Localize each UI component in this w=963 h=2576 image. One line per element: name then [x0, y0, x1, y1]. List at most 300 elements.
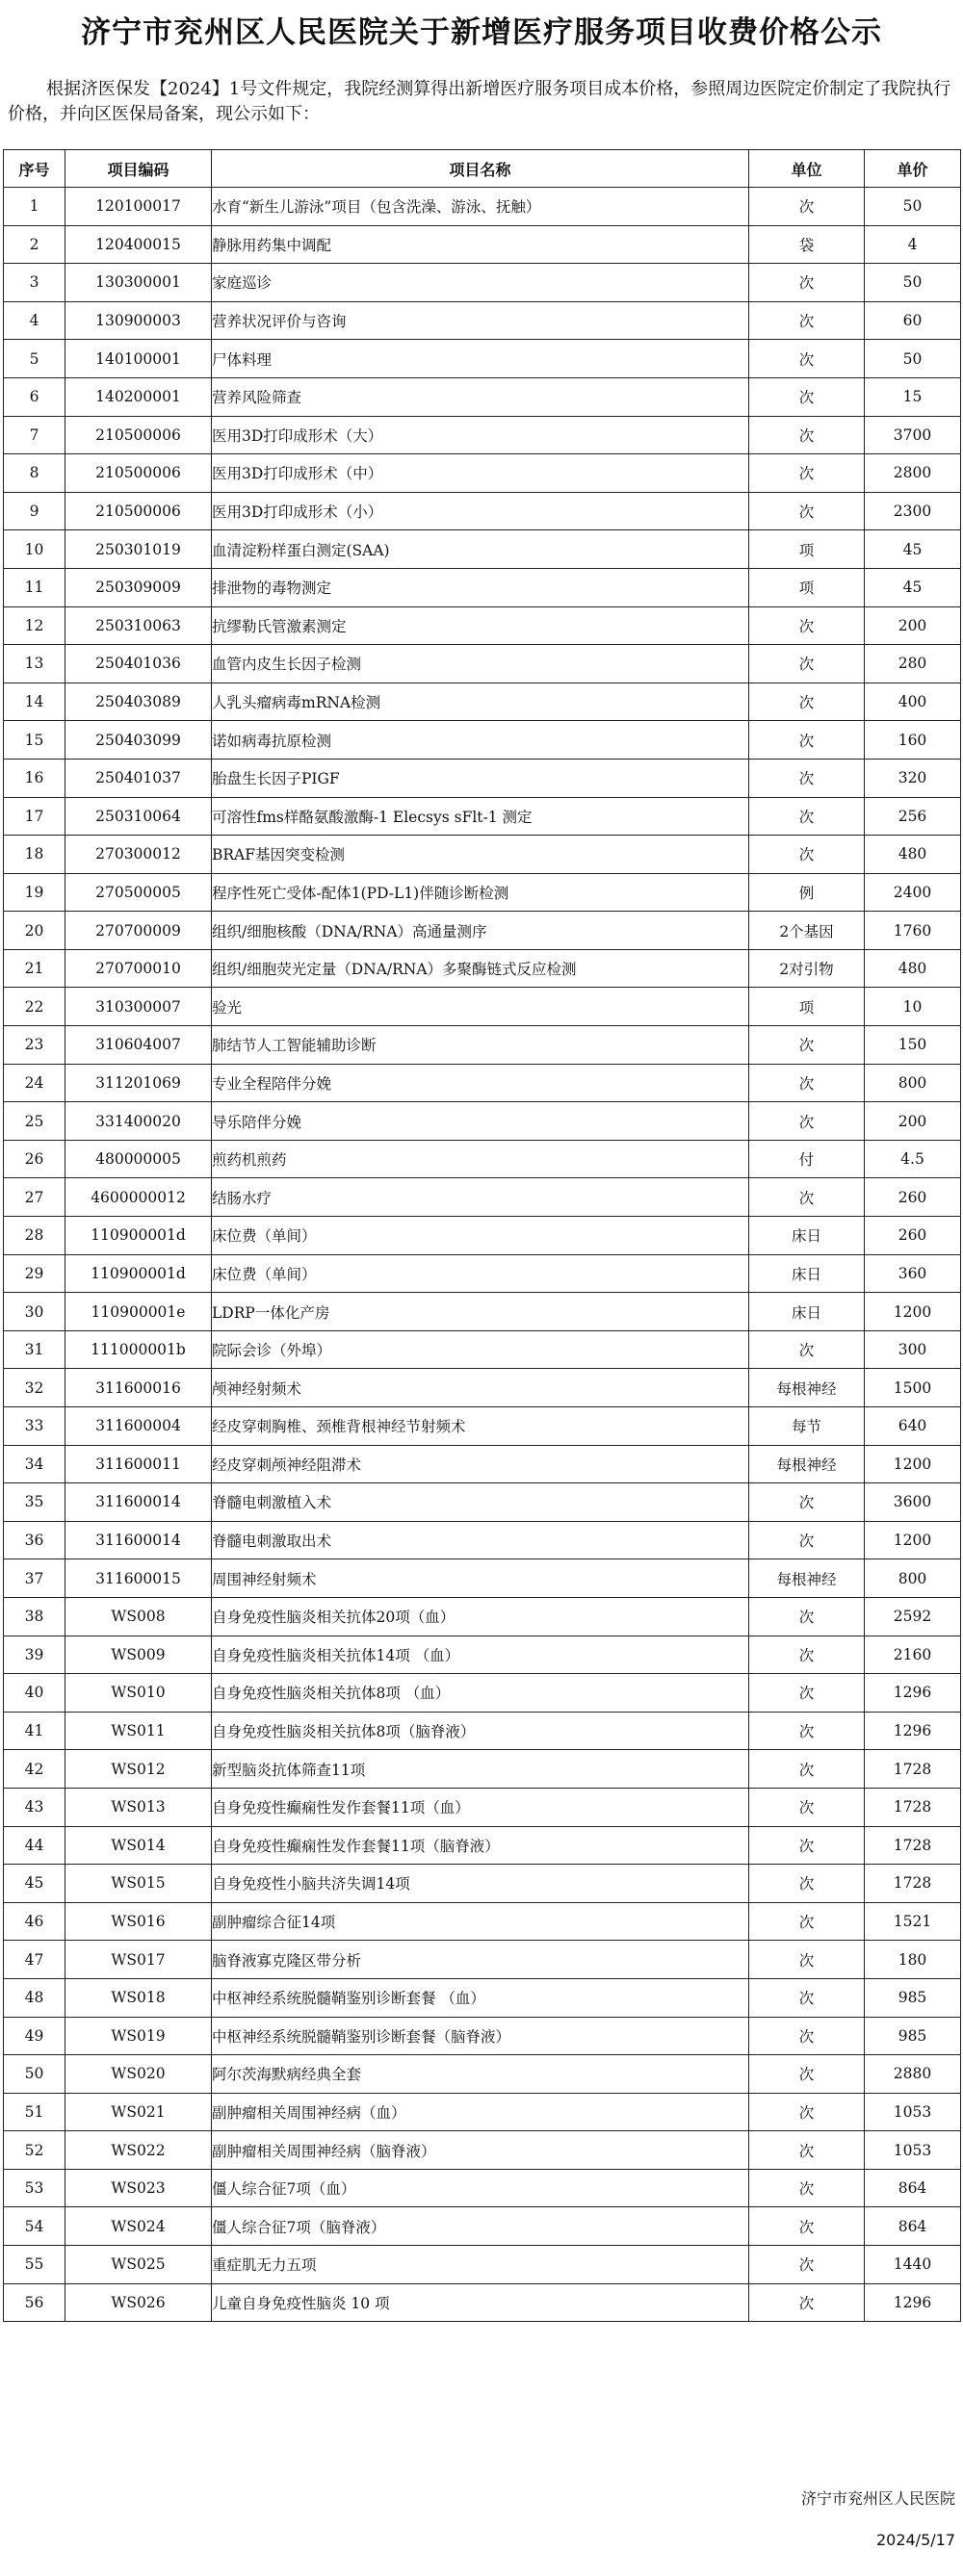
cell-code: 120100017: [65, 188, 212, 226]
cell-index: 22: [4, 988, 65, 1026]
cell-index: 46: [4, 1902, 65, 1941]
table-row: [4, 1788, 961, 1826]
cell-code: WS008: [65, 1597, 212, 1636]
cell-unit: 次: [749, 1636, 865, 1674]
cell-name: 中枢神经系统脱髓鞘鉴别诊断套餐 （血）: [212, 1978, 749, 2017]
table-row: [4, 416, 961, 454]
cell-unit: 次: [749, 377, 865, 416]
cell-price: 985: [865, 1978, 961, 2017]
cell-unit: 例: [749, 873, 865, 912]
cell-unit: 次: [749, 1941, 865, 1979]
cell-index: 34: [4, 1445, 65, 1483]
cell-unit: 每根神经: [749, 1559, 865, 1598]
cell-price: 1760: [865, 912, 961, 950]
cell-price: 1440: [865, 2246, 961, 2284]
cell-code: WS009: [65, 1636, 212, 1674]
cell-price: 3700: [865, 416, 961, 454]
cell-code: 250310063: [65, 606, 212, 645]
cell-index: 30: [4, 1293, 65, 1331]
cell-price: 180: [865, 1941, 961, 1979]
cell-code: WS023: [65, 2169, 212, 2207]
cell-unit: 次: [749, 1330, 865, 1369]
cell-index: 20: [4, 912, 65, 950]
cell-price: 320: [865, 759, 961, 797]
cell-price: 50: [865, 340, 961, 378]
cell-price: 256: [865, 797, 961, 836]
cell-code: 311201069: [65, 1064, 212, 1102]
cell-index: 23: [4, 1026, 65, 1065]
table-row: [4, 912, 961, 950]
cell-code: 311600004: [65, 1407, 212, 1446]
table-row: [4, 1217, 961, 1255]
table-row: [4, 949, 961, 988]
cell-unit: 次: [749, 416, 865, 454]
cell-name: 僵人综合征7项（血）: [212, 2169, 749, 2207]
cell-index: 1: [4, 188, 65, 226]
table-row: [4, 836, 961, 874]
table-row: [4, 2055, 961, 2094]
cell-code: 4600000012: [65, 1178, 212, 1217]
cell-unit: 2个基因: [749, 912, 865, 950]
cell-price: 300: [865, 1330, 961, 1369]
table-row: [4, 1902, 961, 1941]
cell-index: 11: [4, 568, 65, 606]
cell-name: BRAF基因突变检测: [212, 836, 749, 874]
cell-name: 煎药机煎药: [212, 1140, 749, 1178]
cell-unit: 次: [749, 454, 865, 493]
cell-unit: 每根神经: [749, 1369, 865, 1407]
table-row: [4, 454, 961, 493]
cell-index: 9: [4, 492, 65, 530]
cell-index: 7: [4, 416, 65, 454]
cell-code: WS010: [65, 1674, 212, 1713]
table-row: [4, 606, 961, 645]
cell-price: 260: [865, 1217, 961, 1255]
cell-index: 53: [4, 2169, 65, 2207]
cell-index: 45: [4, 1865, 65, 1903]
table-row: [4, 2093, 961, 2131]
table-row: [4, 645, 961, 683]
cell-code: 210500006: [65, 492, 212, 530]
cell-price: 1728: [865, 1788, 961, 1826]
cell-name: 副肿瘤相关周围神经病（血）: [212, 2093, 749, 2131]
cell-code: 311600016: [65, 1369, 212, 1407]
cell-unit: 次: [749, 2093, 865, 2131]
cell-code: 130300001: [65, 264, 212, 302]
table-row: [4, 377, 961, 416]
header-price: 单价: [865, 150, 961, 188]
cell-unit: 次: [749, 2017, 865, 2055]
cell-price: 480: [865, 836, 961, 874]
cell-index: 55: [4, 2246, 65, 2284]
table-row: [4, 340, 961, 378]
cell-price: 864: [865, 2207, 961, 2246]
cell-name: 组织/细胞核酸（DNA/RNA）高通量测序: [212, 912, 749, 950]
cell-unit: 次: [749, 1102, 865, 1141]
cell-unit: 次: [749, 1064, 865, 1102]
cell-unit: 每根神经: [749, 1445, 865, 1483]
footer-organization: 济宁市兖州区人民医院: [800, 2489, 955, 2508]
cell-price: 50: [865, 188, 961, 226]
cell-unit: 次: [749, 1788, 865, 1826]
cell-price: 400: [865, 683, 961, 721]
cell-name: 营养风险筛查: [212, 377, 749, 416]
cell-price: 1053: [865, 2131, 961, 2170]
cell-code: 110900001d: [65, 1254, 212, 1293]
cell-price: 260: [865, 1178, 961, 1217]
cell-index: 13: [4, 645, 65, 683]
fee-table: [3, 149, 961, 2322]
cell-name: 经皮穿刺胸椎、颈椎背根神经节射频术: [212, 1407, 749, 1446]
cell-index: 19: [4, 873, 65, 912]
cell-index: 51: [4, 2093, 65, 2131]
cell-unit: 次: [749, 1026, 865, 1065]
cell-name: 尸体料理: [212, 340, 749, 378]
cell-price: 280: [865, 645, 961, 683]
cell-unit: 次: [749, 1750, 865, 1789]
cell-name: 新型脑炎抗体筛查11项: [212, 1750, 749, 1789]
cell-unit: 次: [749, 1483, 865, 1522]
table-row: [4, 1521, 961, 1559]
cell-code: 250401037: [65, 759, 212, 797]
table-body: [4, 188, 961, 2322]
cell-index: 28: [4, 1217, 65, 1255]
table-row: [4, 1978, 961, 2017]
table-row: [4, 301, 961, 340]
table-row: [4, 1750, 961, 1789]
cell-code: 210500006: [65, 416, 212, 454]
cell-index: 41: [4, 1712, 65, 1750]
cell-code: 210500006: [65, 454, 212, 493]
table-row: [4, 1369, 961, 1407]
table-row: [4, 1712, 961, 1750]
cell-price: 480: [865, 949, 961, 988]
table-row: [4, 2207, 961, 2246]
footer-date: 2024/5/17: [875, 2531, 955, 2549]
cell-name: 程序性死亡受体-配体1(PD-L1)伴随诊断检测: [212, 873, 749, 912]
cell-code: 250403099: [65, 721, 212, 760]
table-row: [4, 1064, 961, 1102]
cell-code: WS018: [65, 1978, 212, 2017]
cell-index: 8: [4, 454, 65, 493]
cell-code: 111000001b: [65, 1330, 212, 1369]
cell-name: 周围神经射频术: [212, 1559, 749, 1598]
table-row: [4, 1407, 961, 1446]
cell-index: 54: [4, 2207, 65, 2246]
cell-index: 32: [4, 1369, 65, 1407]
cell-index: 4: [4, 301, 65, 340]
cell-code: WS021: [65, 2093, 212, 2131]
cell-name: 自身免疫性脑炎相关抗体20项（血）: [212, 1597, 749, 1636]
cell-code: 250401036: [65, 645, 212, 683]
cell-unit: 2对引物: [749, 949, 865, 988]
cell-unit: 床日: [749, 1217, 865, 1255]
cell-unit: 次: [749, 1712, 865, 1750]
cell-name: 脑脊液寡克隆区带分析: [212, 1941, 749, 1979]
cell-name: 医用3D打印成形术（大）: [212, 416, 749, 454]
cell-unit: 次: [749, 1674, 865, 1713]
cell-unit: 次: [749, 759, 865, 797]
cell-name: 排泄物的毒物测定: [212, 568, 749, 606]
cell-unit: 次: [749, 2131, 865, 2170]
cell-name: 抗缪勒氏管激素测定: [212, 606, 749, 645]
cell-code: 250310064: [65, 797, 212, 836]
table-row: [4, 797, 961, 836]
cell-price: 4: [865, 225, 961, 264]
cell-unit: 次: [749, 721, 865, 760]
table-row: [4, 759, 961, 797]
table-row: [4, 2017, 961, 2055]
cell-index: 10: [4, 530, 65, 569]
cell-index: 39: [4, 1636, 65, 1674]
cell-index: 17: [4, 797, 65, 836]
cell-name: 血管内皮生长因子检测: [212, 645, 749, 683]
cell-name: 静脉用药集中调配: [212, 225, 749, 264]
cell-price: 45: [865, 568, 961, 606]
cell-code: WS026: [65, 2283, 212, 2322]
header-name: 项目名称: [212, 150, 749, 188]
cell-index: 5: [4, 340, 65, 378]
cell-name: 结肠水疗: [212, 1178, 749, 1217]
cell-unit: 次: [749, 1865, 865, 1903]
cell-price: 60: [865, 301, 961, 340]
table-row: [4, 1254, 961, 1293]
cell-unit: 次: [749, 2246, 865, 2284]
cell-code: 120400015: [65, 225, 212, 264]
cell-unit: 项: [749, 530, 865, 569]
cell-price: 640: [865, 1407, 961, 1446]
header-code: 项目编码: [65, 150, 212, 188]
cell-unit: 次: [749, 1902, 865, 1941]
cell-name: 颅神经射频术: [212, 1369, 749, 1407]
cell-price: 45: [865, 530, 961, 569]
cell-name: 僵人综合征7项（脑脊液）: [212, 2207, 749, 2246]
cell-price: 985: [865, 2017, 961, 2055]
cell-unit: 每节: [749, 1407, 865, 1446]
cell-price: 1200: [865, 1293, 961, 1331]
table-row: [4, 1483, 961, 1522]
cell-price: 2800: [865, 454, 961, 493]
cell-index: 33: [4, 1407, 65, 1446]
cell-name: 自身免疫性小脑共济失调14项: [212, 1865, 749, 1903]
cell-index: 26: [4, 1140, 65, 1178]
table-header-row: [4, 150, 961, 188]
table-row: [4, 1026, 961, 1065]
cell-price: 800: [865, 1064, 961, 1102]
table-row: [4, 1140, 961, 1178]
cell-price: 1728: [865, 1865, 961, 1903]
cell-name: 自身免疫性癫痫性发作套餐11项（脑脊液）: [212, 1826, 749, 1865]
cell-unit: 次: [749, 1521, 865, 1559]
table-row: [4, 2246, 961, 2284]
cell-name: 中枢神经系统脱髓鞘鉴别诊断套餐（脑脊液）: [212, 2017, 749, 2055]
cell-index: 3: [4, 264, 65, 302]
cell-name: 人乳头瘤病毒mRNA检测: [212, 683, 749, 721]
cell-index: 44: [4, 1826, 65, 1865]
cell-name: 副肿瘤相关周围神经病（脑脊液）: [212, 2131, 749, 2170]
cell-name: 诺如病毒抗原检测: [212, 721, 749, 760]
table-row: [4, 1102, 961, 1141]
cell-price: 200: [865, 606, 961, 645]
header-unit: 单位: [749, 150, 865, 188]
table-row: [4, 1293, 961, 1331]
cell-name: 脊髓电刺激取出术: [212, 1521, 749, 1559]
cell-code: 110900001d: [65, 1217, 212, 1255]
cell-index: 43: [4, 1788, 65, 1826]
cell-index: 49: [4, 2017, 65, 2055]
cell-name: 营养状况评价与咨询: [212, 301, 749, 340]
cell-price: 150: [865, 1026, 961, 1065]
cell-index: 36: [4, 1521, 65, 1559]
table-row: [4, 1826, 961, 1865]
cell-unit: 次: [749, 301, 865, 340]
table-row: [4, 1178, 961, 1217]
cell-price: 1728: [865, 1750, 961, 1789]
table-row: [4, 721, 961, 760]
cell-name: 脊髓电刺激植入术: [212, 1483, 749, 1522]
cell-name: 医用3D打印成形术（中）: [212, 454, 749, 493]
cell-index: 15: [4, 721, 65, 760]
cell-unit: 付: [749, 1140, 865, 1178]
cell-index: 2: [4, 225, 65, 264]
cell-price: 1053: [865, 2093, 961, 2131]
cell-code: WS016: [65, 1902, 212, 1941]
table-row: [4, 2283, 961, 2322]
cell-price: 1296: [865, 2283, 961, 2322]
cell-code: WS013: [65, 1788, 212, 1826]
cell-code: 270700010: [65, 949, 212, 988]
cell-code: 310604007: [65, 1026, 212, 1065]
table-row: [4, 568, 961, 606]
cell-code: 331400020: [65, 1102, 212, 1141]
cell-name: 可溶性fms样酪氨酸激酶-1 Elecsys sFlt-1 测定: [212, 797, 749, 836]
cell-name: 院际会诊（外埠）: [212, 1330, 749, 1369]
cell-name: 自身免疫性脑炎相关抗体8项 （血）: [212, 1674, 749, 1713]
cell-price: 50: [865, 264, 961, 302]
cell-unit: 次: [749, 2055, 865, 2094]
cell-unit: 次: [749, 836, 865, 874]
cell-index: 35: [4, 1483, 65, 1522]
cell-unit: 次: [749, 1826, 865, 1865]
cell-name: 血清淀粉样蛋白测定(SAA): [212, 530, 749, 569]
cell-code: 110900001e: [65, 1293, 212, 1331]
cell-price: 2400: [865, 873, 961, 912]
cell-code: WS020: [65, 2055, 212, 2094]
cell-unit: 项: [749, 988, 865, 1026]
cell-unit: 次: [749, 2169, 865, 2207]
cell-name: 肺结节人工智能辅助诊断: [212, 1026, 749, 1065]
cell-price: 1296: [865, 1712, 961, 1750]
cell-index: 48: [4, 1978, 65, 2017]
cell-code: WS012: [65, 1750, 212, 1789]
cell-code: 270500005: [65, 873, 212, 912]
cell-unit: 次: [749, 188, 865, 226]
table-row: [4, 1559, 961, 1598]
cell-unit: 次: [749, 1178, 865, 1217]
cell-price: 3600: [865, 1483, 961, 1522]
cell-code: 140100001: [65, 340, 212, 378]
cell-index: 6: [4, 377, 65, 416]
cell-index: 21: [4, 949, 65, 988]
cell-unit: 项: [749, 568, 865, 606]
table-row: [4, 1597, 961, 1636]
cell-price: 200: [865, 1102, 961, 1141]
cell-code: 311600014: [65, 1483, 212, 1522]
cell-code: 130900003: [65, 301, 212, 340]
cell-index: 38: [4, 1597, 65, 1636]
cell-name: 专业全程陪伴分娩: [212, 1064, 749, 1102]
cell-name: 床位费（单间）: [212, 1254, 749, 1293]
cell-name: 儿童自身免疫性脑炎 10 项: [212, 2283, 749, 2322]
cell-code: 250301019: [65, 530, 212, 569]
cell-code: WS014: [65, 1826, 212, 1865]
cell-price: 2592: [865, 1597, 961, 1636]
cell-code: WS011: [65, 1712, 212, 1750]
cell-unit: 次: [749, 606, 865, 645]
cell-code: 250309009: [65, 568, 212, 606]
table-row: [4, 683, 961, 721]
table-row: [4, 1636, 961, 1674]
cell-price: 1728: [865, 1826, 961, 1865]
cell-code: WS022: [65, 2131, 212, 2170]
table-row: [4, 1445, 961, 1483]
cell-name: 自身免疫性脑炎相关抗体8项（脑脊液）: [212, 1712, 749, 1750]
cell-index: 24: [4, 1064, 65, 1102]
cell-price: 2300: [865, 492, 961, 530]
table-row: [4, 1330, 961, 1369]
table-row: [4, 492, 961, 530]
cell-name: 导乐陪伴分娩: [212, 1102, 749, 1141]
cell-name: LDRP一体化产房: [212, 1293, 749, 1331]
cell-unit: 床日: [749, 1293, 865, 1331]
cell-name: 水育“新生儿游泳”项目（包含洗澡、游泳、抚触）: [212, 188, 749, 226]
cell-index: 12: [4, 606, 65, 645]
cell-index: 40: [4, 1674, 65, 1713]
cell-code: WS015: [65, 1865, 212, 1903]
cell-index: 16: [4, 759, 65, 797]
cell-price: 1200: [865, 1521, 961, 1559]
table-row: [4, 1941, 961, 1979]
table-row: [4, 2169, 961, 2207]
table-row: [4, 264, 961, 302]
cell-price: 1500: [865, 1369, 961, 1407]
cell-price: 160: [865, 721, 961, 760]
cell-unit: 床日: [749, 1254, 865, 1293]
cell-price: 360: [865, 1254, 961, 1293]
page-title: 济宁市兖州区人民医院关于新增医疗服务项目收费价格公示: [81, 15, 882, 50]
cell-code: 311600014: [65, 1521, 212, 1559]
cell-name: 自身免疫性脑炎相关抗体14项 （血）: [212, 1636, 749, 1674]
cell-index: 37: [4, 1559, 65, 1598]
table-row: [4, 1865, 961, 1903]
cell-unit: 次: [749, 1597, 865, 1636]
cell-index: 27: [4, 1178, 65, 1217]
cell-index: 18: [4, 836, 65, 874]
cell-code: 140200001: [65, 377, 212, 416]
table-row: [4, 2131, 961, 2170]
cell-price: 2160: [865, 1636, 961, 1674]
cell-index: 29: [4, 1254, 65, 1293]
table-row: [4, 225, 961, 264]
cell-price: 1521: [865, 1902, 961, 1941]
cell-index: 42: [4, 1750, 65, 1789]
cell-unit: 次: [749, 340, 865, 378]
cell-unit: 次: [749, 797, 865, 836]
cell-unit: 次: [749, 2283, 865, 2322]
cell-name: 重症肌无力五项: [212, 2246, 749, 2284]
cell-name: 自身免疫性癫痫性发作套餐11项（血）: [212, 1788, 749, 1826]
cell-index: 14: [4, 683, 65, 721]
